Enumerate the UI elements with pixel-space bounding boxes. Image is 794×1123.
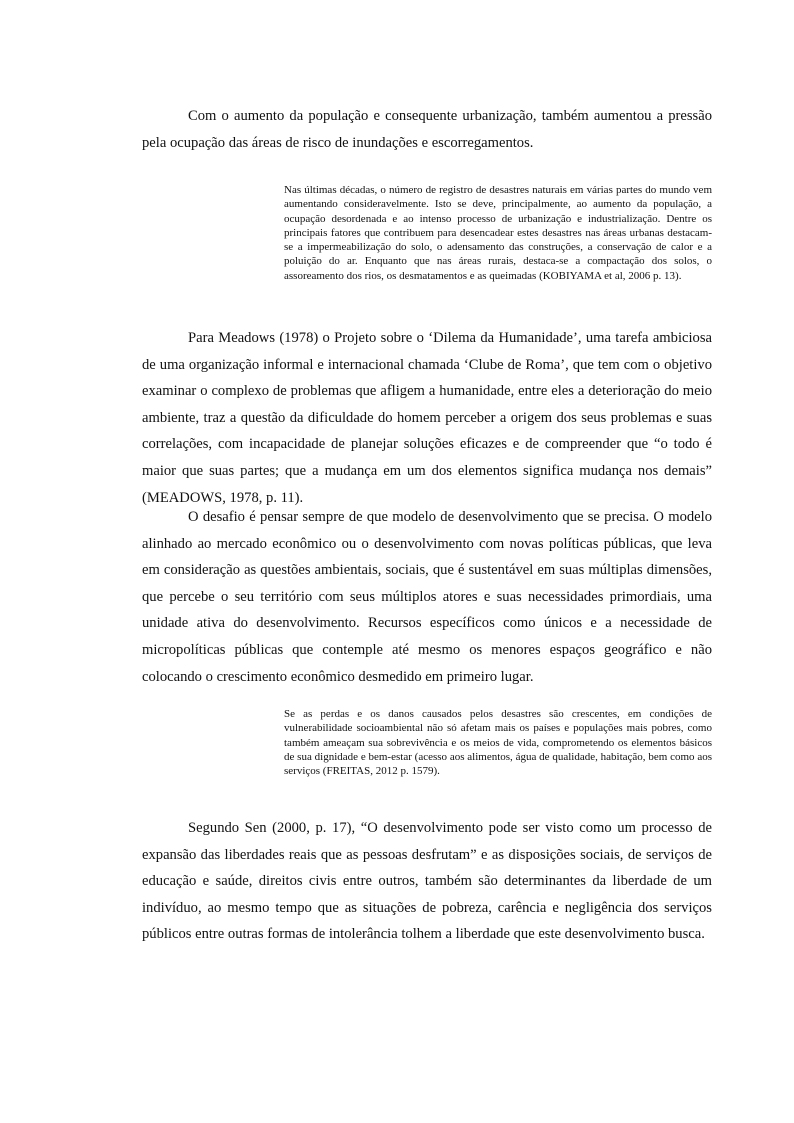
body-paragraph: Para Meadows (1978) o Projeto sobre o ‘Dilema da Humanidade’, uma tarefa ambiciosa de uma organização informal e internacional chamada ‘Clube de Roma’, que tem com o objetivo examinar o complexo de problemas que afligem a humanidade, entre eles a deterioração do meio ambiente, traz a questão da dificuldade do homem perceber a origem dos seus problemas e suas correlações, com incapacidade de planejar soluções eficazes e de compreender que “o todo é maior que suas partes; que a mudança em um dos elementos significa mudança nos demais” (MEADOWS, 1978, p. 11). bbox=[142, 330, 712, 506]
body-paragraph: O desafio é pensar sempre de que modelo de desenvolvimento que se precisa. O modelo alinhado ao mercado econômico ou o desenvolvimento com novas políticas públicas, que leva em consideração as questões ambientais, sociais, que é sustentável em suas múltiplas dimensões, que percebe o seu território com seus múltiplos atores e suas necessidades primordiais, uma unidade ativa do desenvolvimento. Recursos específicos como únicos e a necessidade de micropolíticas públicas que contemple até mesmo os menores espaços geográfico e não colocando o crescimento econômico desmedido em primeiro lugar. bbox=[142, 509, 712, 685]
block-quote: Se as perdas e os danos causados pelos desastres são crescentes, em condições de vulnerabilidade socioambiental não só afetam mais os países e populações mais pobres, como também ameaçam sua sobrevivência e os meios de vida, comprometendo os elementos básicos de sua dignidade e bem-estar (acesso aos alimentos, água de qualidade, habitação, bem como aos serviços (FREITAS, 2012 p. 1579). bbox=[284, 708, 712, 778]
block-quote: Nas últimas décadas, o número de registro de desastres naturais em várias partes do mundo vem aumentando consideravelmente. Isto se deve, principalmente, ao aumento da população, a ocupação desordenada e ao intenso processo de urbanização e industrialização. Dentre os principais fatores que contribuem para desencadear estes desastres nas áreas urbanas destacam-se a impermeabilização do solo, o adensamento das construções, a conservação de calor e a poluição do ar. Enquanto que nas áreas rurais, destaca-se a compactação dos solos, o assoreamento dos rios, os desmatamentos e as queimadas (KOBIYAMA et al, 2006 p. 13). bbox=[284, 184, 712, 282]
body-paragraph: Com o aumento da população e consequente urbanização, também aumentou a pressão pela ocupação das áreas de risco de inundações e escorregamentos. bbox=[142, 108, 712, 151]
body-paragraph: Segundo Sen (2000, p. 17), “O desenvolvimento pode ser visto como um processo de expansão das liberdades reais que as pessoas desfrutam” e as disposições sociais, de serviços de educação e saúde, direitos civis entre outros, também são determinantes da liberdade de um indivíduo, ao mesmo tempo que as situações de pobreza, carência e negligência dos serviços públicos entre outras formas de intolerância tolhem a liberdade que este desenvolvimento busca. bbox=[142, 820, 712, 943]
